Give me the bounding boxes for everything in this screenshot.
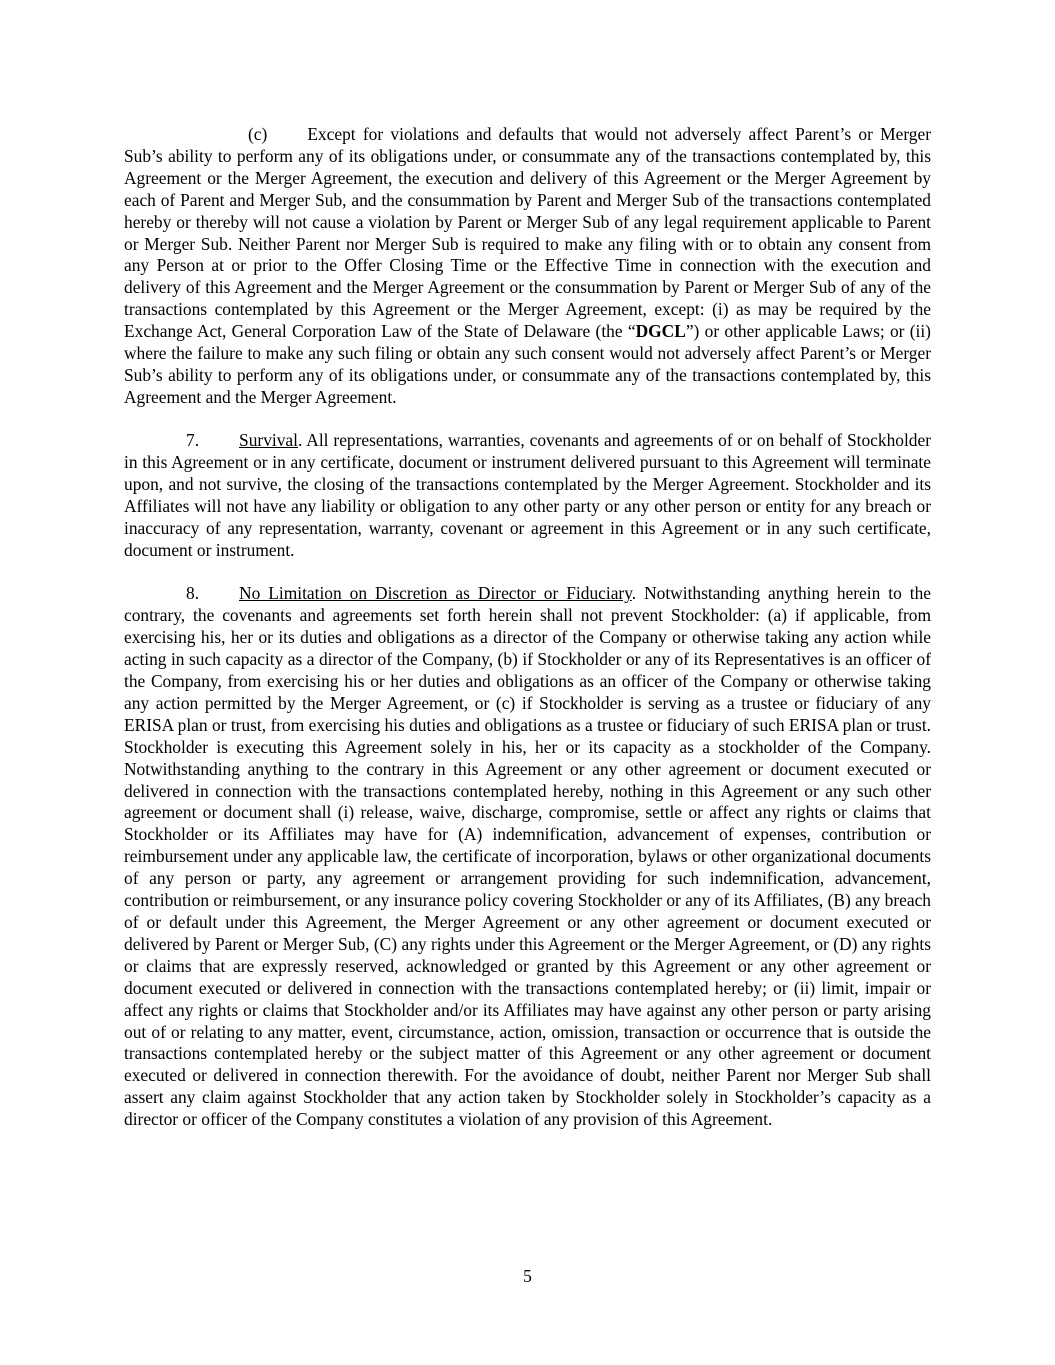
section-8-paragraph <box>124 583 931 1131</box>
section-c-paragraph <box>124 124 931 409</box>
document-page <box>124 124 931 1131</box>
section-8-heading: No Limitation on Discretion as Director or Fiduciary <box>239 583 632 604</box>
section-7-number: 7. <box>186 430 200 451</box>
section-8-number: 8. <box>186 583 200 604</box>
section-7-heading: Survival <box>239 430 298 451</box>
section-7-text: . All representations, warranties, covenants and agreements of or on behalf of Stockholder in this Agreement or in any certificate, document or instrument delivered pursuant to this Agreement will terminate upon, and not survive, the closing of the transactions contemplated by the Merger Agreement. Stockholder and its Affiliates will not have any liability or obligation to any other party or any other person or entity for any breach or inaccuracy of any representation, warranty, covenant or agreement in this Agreement or in any such certificate, document or instrument. <box>124 430 931 560</box>
section-c-text-part2: ”) or other applicable Laws; or (ii) where the failure to make any such filing or obtain any such consent would not adversely affect Parent’s or Merger Sub’s ability to perform any of its obligations under, or consummate any of the transactions contemplated by, this Agreement and the Merger Agreement. <box>124 321 931 407</box>
page-number: 5 <box>523 1266 532 1286</box>
section-c-label: (c) <box>248 124 268 144</box>
section-7-paragraph <box>124 430 931 561</box>
section-c-text-part1: Except for violations and defaults that would not adversely affect Parent’s or Merger Sub’s ability to perform any of its obligations under, or consummate any of the transactions contemplated by, this Agreement or the Merger Agreement, the execution and delivery of this Agreement or the Merger Agreement by each of Parent and Merger Sub, and the consummation by Parent and Merger Sub of the transactions contemplated hereby or thereby will not cause a violation by Parent or Merger Sub of any legal requirement applicable to Parent or Merger Sub. Neither Parent nor Merger Sub is required to make any filing with or to obtain any consent from any Person at or prior to the Offer Closing Time or the Effective Time in connection with the execution and delivery of this Agreement and the Merger Agreement or the consummation by Parent or Merger Sub of any of the transactions contemplated by this Agreement or the Merger Agreement, except: (i) as may be required by the Exchange Act, General Corporation Law of the State of Delaware (the “ <box>124 124 931 342</box>
section-8-text: . Notwithstanding anything herein to the contrary, the covenants and agreements set forth herein shall not prevent Stockholder: (a) if applicable, from exercising his, her or its duties and obligations as a director of the Company or otherwise taking any action while acting in such capacity as a director of the Company, (b) if Stockholder or any of its Representatives is an officer of the Company, from exercising his or her duties and obligations as an officer of the Company or otherwise taking any action permitted by the Merger Agreement, or (c) if Stockholder is serving as a trustee or fiduciary of any ERISA plan or trust, from exercising his duties and obligations as a trustee or fiduciary of such ERISA plan or trust. Stockholder is executing this Agreement solely in his, her or its capacity as a stockholder of the Company. Notwithstanding anything to the contrary in this Agreement or any other agreement or document executed or delivered in connection with the transactions contemplated hereby, nothing in this Agreement or any such other agreement or document shall (i) release, waive, discharge, compromise, settle or affect any rights or claims that Stockholder or its Affiliates may have for (A) indemnification, advancement of expenses, contribution or reimbursement under any applicable law, the certificate of incorporation, bylaws or other organizational documents of any person or party, any agreement or arrangement providing for such indemnification, advancement, contribution or reimbursement, or any insurance policy covering Stockholder or any of its Affiliates, (B) any breach of or default under this Agreement, the Merger Agreement or any other agreement or document executed or delivered by Parent or Merger Sub, (C) any rights under this Agreement or the Merger Agreement, or (D) any rights or claims that are expressly reserved, acknowledged or granted by this Agreement or any other agreement or document executed or delivered in connection with the transactions contemplated hereby; or (ii) limit, impair or affect any rights or claims that Stockholder and/or its Affiliates may have against any other person or party arising out of or relating to any matter, event, circumstance, action, omission, transaction or occurrence that is outside the transactions contemplated hereby or the subject matter of this Agreement or any other agreement or document executed or delivered in connection therewith. For the avoidance of doubt, neither Parent nor Merger Sub shall assert any claim against Stockholder that any action taken by Stockholder solely in Stockholder’s capacity as a director or officer of the Company constitutes a violation of any provision of this Agreement. <box>124 583 931 1130</box>
defined-term-dgcl: DGCL <box>635 321 686 342</box>
